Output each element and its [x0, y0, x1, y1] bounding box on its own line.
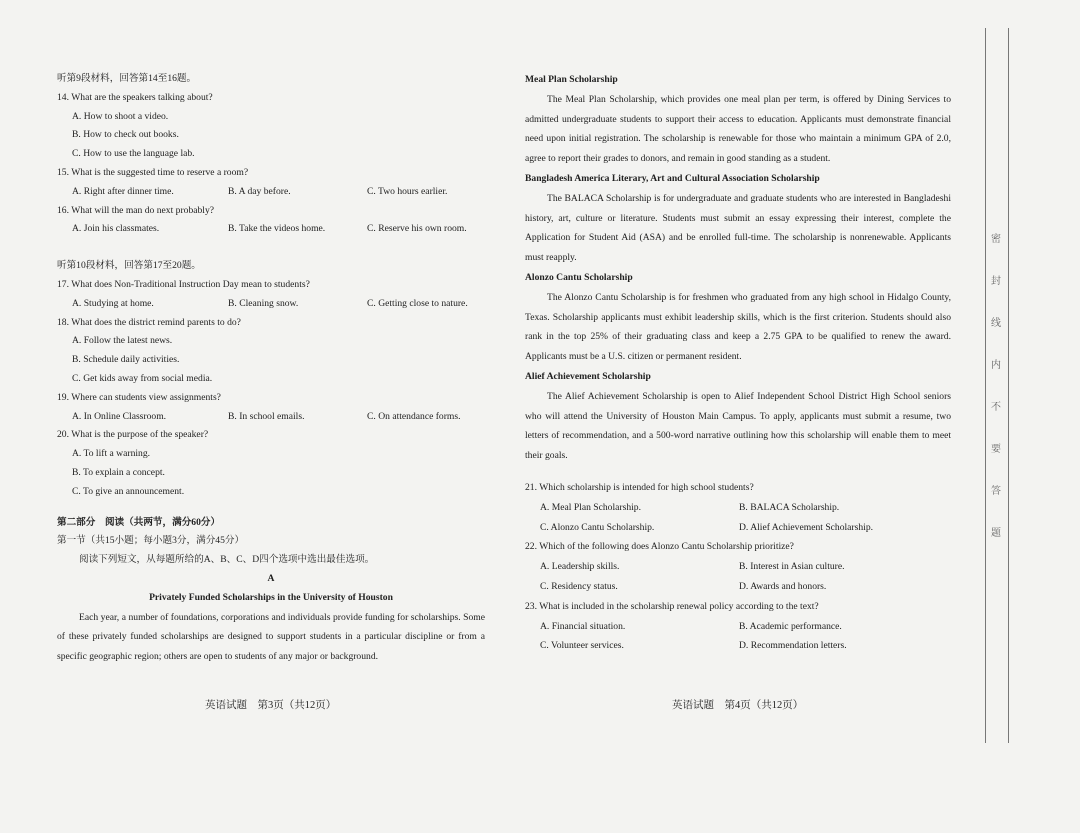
- right-page: [525, 70, 951, 833]
- question-23-stem: 23. What is included in the scholarship renewal policy according to the text?: [525, 600, 819, 612]
- question-20-option-b: B. To explain a concept.: [72, 466, 165, 478]
- question-21-option-d: D. Alief Achievement Scholarship.: [739, 521, 874, 533]
- question-16-options: [57, 220, 485, 239]
- passage-title: Privately Funded Scholarships in the University of Houston: [149, 591, 393, 603]
- question-22-stem: 22. Which of the following does Alonzo Cantu Scholarship prioritize?: [525, 541, 794, 553]
- question-20-option-c: C. To give an announcement.: [72, 485, 185, 497]
- reading-instruction: 阅读下列短文，从每题所给的A、B、C、D四个选项中选出最佳选项。: [79, 554, 375, 566]
- question-23-options-ab: [525, 617, 951, 637]
- question-21-options-ab: [525, 498, 951, 518]
- question-14-option-a: A. How to shoot a video.: [72, 110, 169, 122]
- seal-char: 题: [991, 528, 1001, 539]
- seal-notice: [986, 230, 1006, 566]
- question-22-option-b: B. Interest in Asian culture.: [739, 561, 845, 573]
- seal-char: 内: [991, 360, 1001, 371]
- seal-char: 答: [991, 486, 1001, 497]
- question-15-options: [57, 183, 485, 202]
- question-18-stem: 18. What does the district remind parents to do?: [57, 316, 241, 328]
- scholarship-2-body: The BALACA Scholarship is for undergraduate and graduate students who are interested in Bangladeshi history, art, culture or literature. Students must submit an essay expressing their interest, complete the Application for Student Aid (ASA) and be enrolled full-time. The scholarship is nonrenewable. Applicants must reapply.: [525, 192, 951, 264]
- question-15-stem: 15. What is the suggested time to reserve a room?: [57, 166, 249, 178]
- question-17-option-a: A. Studying at home.: [72, 297, 154, 309]
- scholarship-4-body: The Alief Achievement Scholarship is open to Alief Independent School District High School seniors who will attend the University of Houston Main Campus. To apply, applicants must submit a resume, two letters of recommendation, and a 500-word narrative outlining how this scholarship will enable them to meet their goals.: [525, 390, 951, 462]
- question-22-option-a: A. Leadership skills.: [540, 561, 620, 573]
- question-23-option-a: A. Financial situation.: [540, 620, 626, 632]
- question-21-options-cd: [525, 518, 951, 538]
- question-16-option-c: C. Reserve his own room.: [367, 223, 467, 235]
- scholarship-4-title: Alief Achievement Scholarship: [525, 370, 651, 382]
- question-21-option-b: B. BALACA Scholarship.: [739, 501, 840, 513]
- question-22-option-d: D. Awards and honors.: [739, 580, 827, 592]
- scholarship-2-title: Bangladesh America Literary, Art and Cultural Association Scholarship: [525, 172, 820, 184]
- seal-char: 不: [991, 402, 1001, 413]
- footer-left-page-number: 英语试题 第3页（共12页）: [205, 700, 337, 711]
- question-14-stem: 14. What are the speakers talking about?: [57, 91, 213, 103]
- question-14-option-b: B. How to check out books.: [72, 129, 179, 141]
- question-14-option-c: C. How to use the language lab.: [72, 148, 195, 160]
- scholarship-3-title: Alonzo Cantu Scholarship: [525, 271, 633, 283]
- question-17-stem: 17. What does Non-Traditional Instruction Day mean to students?: [57, 278, 310, 290]
- section9-header: 听第9段材料，回答第14至16题。: [57, 73, 197, 84]
- question-20-option-a: A. To lift a warning.: [72, 448, 151, 460]
- question-15-option-b: B. A day before.: [228, 185, 291, 197]
- question-19-option-a: A. In Online Classroom.: [72, 410, 167, 422]
- question-20-stem: 20. What is the purpose of the speaker?: [57, 429, 209, 441]
- question-18-option-a: A. Follow the latest news.: [72, 335, 173, 347]
- scholarship-1-title: Meal Plan Scholarship: [525, 74, 618, 85]
- scholarship-3-body: The Alonzo Cantu Scholarship is for freshmen who graduated from any high school in Hidalgo County, Texas. Scholarship applicants must exhibit leadership skills, which is the first criterion. Students should also rank in the top 25% of their graduating class and keep a 2.75 GPA to be qualified to renew the award. Applicants must be a U.S. citizen or permanent resident.: [525, 291, 951, 363]
- question-18-option-b: B. Schedule daily activities.: [72, 354, 180, 366]
- section1-title: 第一节（共15小题；每小题3分，满分45分）: [57, 535, 245, 547]
- question-17-options: [57, 295, 485, 314]
- question-17-option-b: B. Cleaning snow.: [228, 297, 299, 309]
- question-22-options-ab: [525, 557, 951, 577]
- seal-char: 密: [991, 234, 1001, 245]
- question-23-option-b: B. Academic performance.: [739, 620, 842, 632]
- question-19-option-b: B. In school emails.: [228, 410, 305, 422]
- question-18-option-c: C. Get kids away from social media.: [72, 372, 213, 384]
- question-22-options-cd: [525, 577, 951, 597]
- part2-title: 第二部分 阅读（共两节，满分60分）: [57, 516, 221, 528]
- question-19-stem: 19. Where can students view assignments?: [57, 391, 221, 403]
- left-page: [57, 70, 485, 833]
- question-21-stem: 21. Which scholarship is intended for high school students?: [525, 481, 754, 493]
- question-17-option-c: C. Getting close to nature.: [367, 297, 468, 309]
- question-23-option-c: C. Volunteer services.: [540, 640, 624, 652]
- section10-header: 听第10段材料，回答第17至20题。: [57, 260, 201, 272]
- question-23-options-cd: [525, 636, 951, 656]
- question-15-option-c: C. Two hours earlier.: [367, 185, 448, 197]
- seal-char: 要: [991, 444, 1001, 455]
- question-15-option-a: A. Right after dinner time.: [72, 185, 174, 197]
- question-22-option-c: C. Residency status.: [540, 580, 618, 592]
- question-21-option-c: C. Alonzo Cantu Scholarship.: [540, 521, 655, 533]
- question-21-option-a: A. Meal Plan Scholarship.: [540, 501, 641, 513]
- question-19-options: [57, 408, 485, 427]
- question-16-option-a: A. Join his classmates.: [72, 223, 160, 235]
- question-16-option-b: B. Take the videos home.: [228, 223, 326, 235]
- question-23-option-d: D. Recommendation letters.: [739, 640, 847, 652]
- footer-right-page-number: 英语试题 第4页（共12页）: [672, 700, 804, 711]
- seal-char: 线: [991, 318, 1001, 329]
- question-19-option-c: C. On attendance forms.: [367, 410, 461, 422]
- question-16-stem: 16. What will the man do next probably?: [57, 204, 215, 216]
- passage-letter: A: [267, 572, 275, 584]
- scholarship-1-body: The Meal Plan Scholarship, which provides one meal plan per term, is offered by Dining Services to admitted undergraduate students to support their access to education. Applicants must demonstrate financial need upon initial registration. The scholarship is renewable for those who maintain a minimum GPA of 2.0, agree to report their grades to donors, and remain in good standing as a student.: [525, 93, 951, 165]
- seal-char: 封: [991, 276, 1001, 287]
- passage-intro: Each year, a number of foundations, corporations and individuals provide funding for scholarships. Some of these privately funded scholarships are designed to support students in a particular discipline or from a specific geographic region; others are open to students of any major or background.: [57, 611, 485, 662]
